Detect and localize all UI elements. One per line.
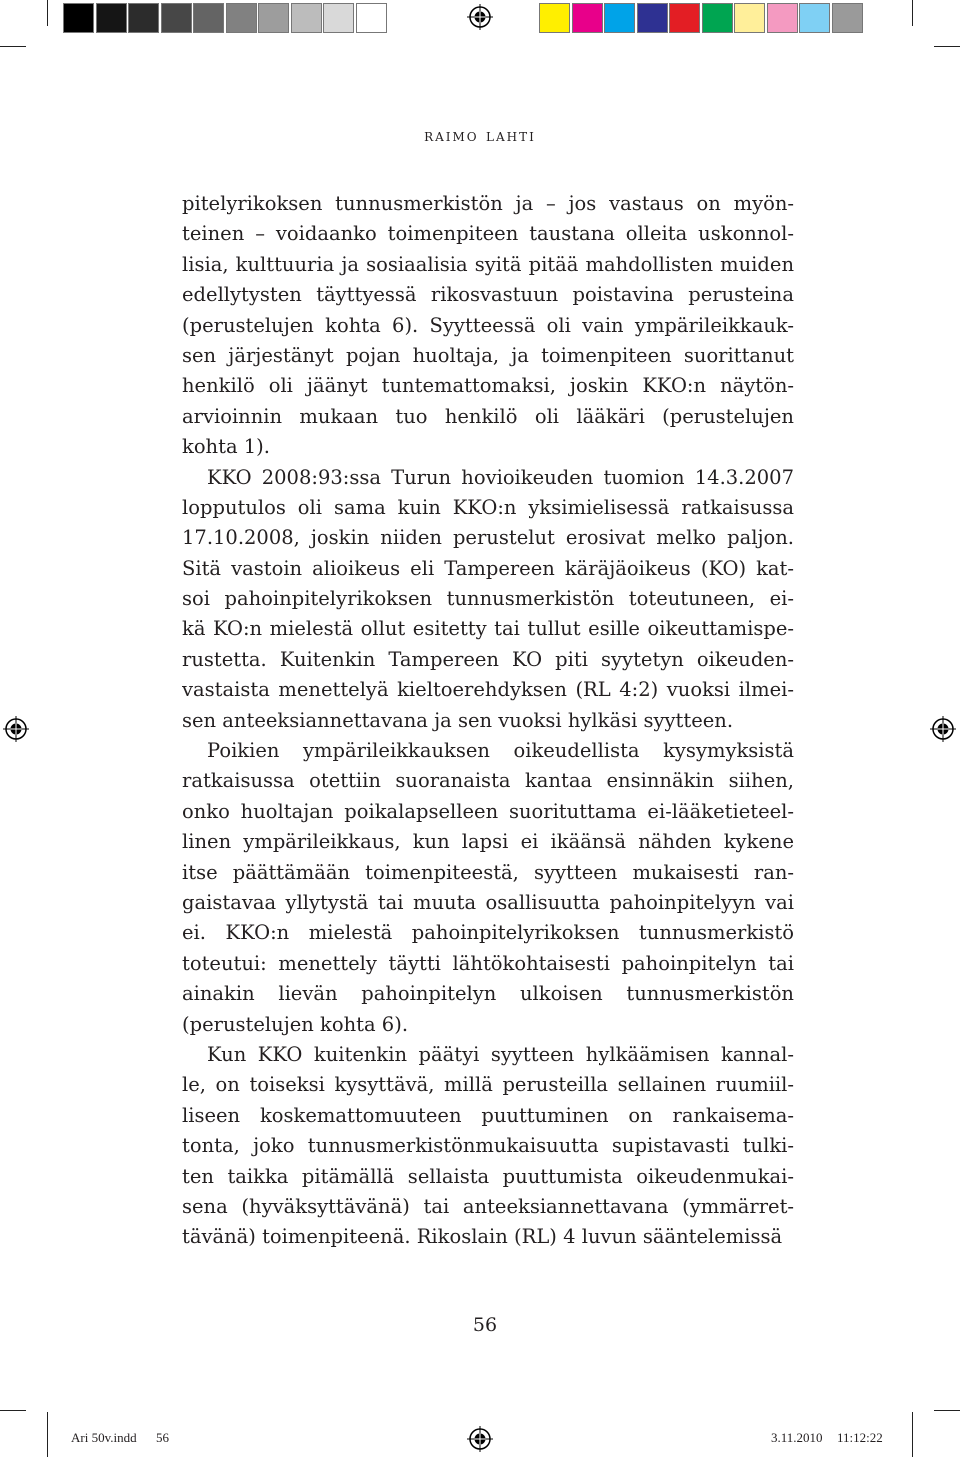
process-swatch (572, 3, 603, 33)
process-swatch (669, 3, 700, 33)
text-line: lopputulos oli sama kuin KKO:n yksimielisessä ratkaisussa (182, 495, 794, 519)
text-line: ei. KKO:n mielestä pahoinpitelyrikoksen tunnusmerkistö (182, 921, 794, 945)
text-line: (perustelujen kohta 6). Syytteessä oli vain ympärileikkauk- (182, 313, 794, 337)
process-color-bar (539, 3, 864, 33)
gray-swatch (258, 3, 289, 33)
slug-page: 56 (156, 1430, 169, 1445)
text-line: sen anteeksiannettavana ja sen vuoksi hylkäsi syytteen. (182, 708, 734, 732)
process-swatch (637, 3, 668, 33)
text-line: edellytysten täyttyessä rikosvastuun poistavina perusteina (182, 283, 794, 307)
crop-mark-bottom-left (47, 1412, 48, 1457)
process-swatch (832, 3, 863, 33)
text-line: ainakin lievän pahoinpitelyn ulkoisen tunnusmerkistön (182, 982, 794, 1006)
text-line: vastaista menettelyä kieltoerehdyksen (RL 4:2) vuoksi ilmei- (182, 678, 794, 702)
crop-mark-bottom-right (912, 1412, 913, 1457)
paragraph (182, 189, 794, 463)
text-line: (perustelujen kohta 6). (182, 1012, 409, 1036)
text-line: tävänä) toimenpiteenä. Rikoslain (RL) 4 luvun sääntelemissä (182, 1225, 783, 1249)
paragraph (182, 736, 794, 1040)
text-line: Sitä vastoin alioikeus eli Tampereen käräjäoikeus (KO) kat- (182, 556, 794, 580)
slug-time: 11:12:22 (837, 1430, 883, 1445)
registration-mark-icon (467, 1426, 493, 1452)
gray-swatch (128, 3, 159, 33)
text-line: soi pahoinpitelyrikoksen tunnusmerkistön toteutuneen, ei- (182, 587, 794, 611)
text-line: gaistavaa yllytystä tai muuta osallisuutta pahoinpitelyyn vai (182, 890, 794, 914)
crop-mark-top-left-h (0, 46, 26, 47)
crop-mark-top-left (47, 0, 48, 26)
text-line: itse päättämään toimenpiteestä, syytteen mukaisesti ran- (182, 860, 794, 884)
gray-swatch (193, 3, 224, 33)
text-line: Poikien ympärileikkauksen oikeudellista kysymyksistä (207, 739, 794, 763)
slug-file-name: Ari 50v.indd (71, 1430, 137, 1445)
gray-swatch (323, 3, 354, 33)
crop-mark-top-right-h (934, 46, 960, 47)
gray-swatch (291, 3, 322, 33)
text-line: ratkaisussa otettiin suoranaista kantaa ensinnäkin siihen, (182, 769, 794, 793)
crop-mark-bottom-right-h (934, 1410, 960, 1411)
process-swatch (702, 3, 733, 33)
registration-mark-icon (467, 4, 493, 30)
paragraph (182, 1040, 794, 1253)
text-line: onko huoltajan poikalapselleen suorituttama ei-lääketieteel- (182, 799, 794, 823)
gray-swatch (356, 3, 387, 33)
slug-date: 3.11.2010 (771, 1430, 823, 1445)
text-line: rustetta. Kuitenkin Tampereen KO piti syytetyn oikeuden- (182, 647, 794, 671)
registration-mark-icon (3, 716, 29, 742)
gray-swatch (226, 3, 257, 33)
text-line: le, on toiseksi kysyttävä, millä perusteilla sellainen ruumiil- (182, 1073, 794, 1097)
text-line: toteutui: menettely täytti lähtökohtaisesti pahoinpitelyn tai (182, 951, 794, 975)
text-line: linen ympärileikkaus, kun lapsi ei ikäänsä nähden kykene (182, 830, 794, 854)
gray-swatch (96, 3, 127, 33)
text-line: kohta 1). (182, 435, 270, 459)
registration-mark-icon (930, 716, 956, 742)
text-line: lisia, kulttuuria ja sosiaalisia syitä pitää mahdollisten muiden (182, 252, 794, 276)
process-swatch (604, 3, 635, 33)
process-swatch (734, 3, 765, 33)
body-text (182, 189, 794, 1253)
text-line: sen järjestänyt pojan huoltaja, ja toimenpiteen suorittanut (182, 343, 794, 367)
process-swatch (767, 3, 798, 33)
text-line: liseen koskemattomuuteen puuttuminen on rankaisema- (182, 1103, 794, 1127)
page-number: 56 (472, 1314, 498, 1336)
running-head: raimo lahti (424, 126, 536, 146)
text-line: kä KO:n mielestä ollut esitetty tai tullut esille oikeuttamispe- (182, 617, 794, 641)
grayscale-color-bar (63, 3, 388, 33)
text-line: KKO 2008:93:ssa Turun hovioikeuden tuomion 14.3.2007 (207, 465, 794, 489)
text-line: tonta, joko tunnusmerkistönmukaisuutta supistavasti tulki- (182, 1134, 794, 1158)
process-swatch (539, 3, 570, 33)
text-line: henkilö oli jäänyt tuntemattomaksi, joskin KKO:n näytön- (182, 374, 794, 398)
text-line: arvioinnin mukaan tuo henkilö oli lääkäri (perustelujen (182, 404, 794, 428)
text-line: teinen – voidaanko toimenpiteen taustana olleita uskonnol- (182, 222, 794, 246)
process-swatch (799, 3, 830, 33)
text-line: 17.10.2008, joskin niiden perustelut erosivat melko paljon. (182, 526, 794, 550)
crop-mark-bottom-left-h (0, 1410, 26, 1411)
paragraph (182, 463, 794, 737)
text-line: pitelyrikoksen tunnusmerkistön ja – jos vastaus on myön- (182, 192, 794, 215)
text-line: ten taikka pitämällä sellaista puuttumista oikeudenmukai- (182, 1164, 794, 1188)
crop-mark-top-right (912, 0, 913, 26)
text-line: Kun KKO kuitenkin päätyi syytteen hylkäämisen kannal- (207, 1042, 794, 1066)
text-line: sena (hyväksyttävänä) tai anteeksiannettavana (ymmärret- (182, 1194, 794, 1218)
gray-swatch (161, 3, 192, 33)
gray-swatch (63, 3, 94, 33)
